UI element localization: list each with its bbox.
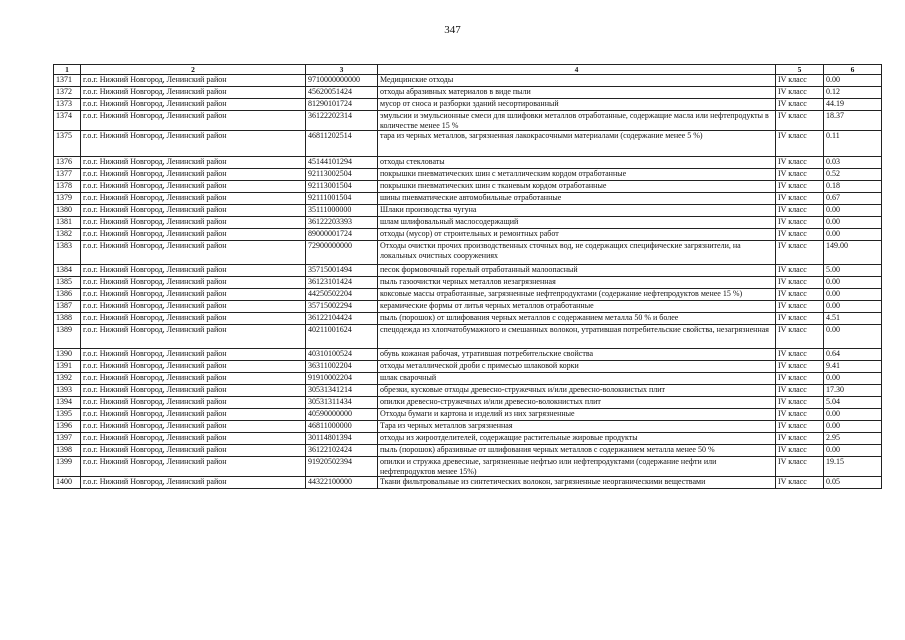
- table-row: [54, 289, 882, 301]
- cell-row-number: 1376: [54, 157, 81, 169]
- table-row: [54, 397, 882, 409]
- cell-hazard-class: IV класс: [776, 433, 824, 445]
- cell-row-number: 1375: [54, 131, 81, 157]
- table-row: [54, 229, 882, 241]
- table-row: [54, 87, 882, 99]
- cell-waste-name: спецодежда из хлопчатобумажного и смешанных волокон, утратившая потребительские свойства, незагрязненная: [378, 325, 776, 349]
- cell-row-number: 1380: [54, 205, 81, 217]
- cell-amount: 17.30: [824, 385, 882, 397]
- cell-waste-name: Медицинские отходы: [378, 75, 776, 87]
- cell-location: г.о.г. Нижний Новгород, Ленинский район: [81, 385, 306, 397]
- cell-row-number: 1372: [54, 87, 81, 99]
- cell-amount: 149.00: [824, 241, 882, 265]
- cell-waste-code: 36311002204: [306, 361, 378, 373]
- cell-waste-code: 30531311434: [306, 397, 378, 409]
- cell-location: г.о.г. Нижний Новгород, Ленинский район: [81, 373, 306, 385]
- cell-row-number: 1391: [54, 361, 81, 373]
- cell-row-number: 1379: [54, 193, 81, 205]
- cell-hazard-class: IV класс: [776, 289, 824, 301]
- cell-waste-name: песок формовочный горелый отработанный малоопасный: [378, 265, 776, 277]
- table-row: [54, 361, 882, 373]
- cell-amount: 0.11: [824, 131, 882, 157]
- cell-hazard-class: IV класс: [776, 131, 824, 157]
- cell-waste-name: отходы из жироотделителей, содержащие растительные жировые продукты: [378, 433, 776, 445]
- table-row: [54, 457, 882, 477]
- cell-waste-code: 72900000000: [306, 241, 378, 265]
- table-row: [54, 445, 882, 457]
- cell-row-number: 1378: [54, 181, 81, 193]
- cell-hazard-class: IV класс: [776, 397, 824, 409]
- cell-amount: 0.12: [824, 87, 882, 99]
- table-row: [54, 349, 882, 361]
- cell-waste-name: мусор от сноса и разборки зданий несортированный: [378, 99, 776, 111]
- cell-row-number: 1384: [54, 265, 81, 277]
- cell-amount: 4.51: [824, 313, 882, 325]
- cell-location: г.о.г. Нижний Новгород, Ленинский район: [81, 205, 306, 217]
- cell-amount: 0.00: [824, 289, 882, 301]
- cell-waste-code: 81290101724: [306, 99, 378, 111]
- cell-waste-code: 91910002204: [306, 373, 378, 385]
- table-row: [54, 241, 882, 265]
- cell-row-number: 1398: [54, 445, 81, 457]
- cell-location: г.о.г. Нижний Новгород, Ленинский район: [81, 229, 306, 241]
- cell-waste-code: 45620051424: [306, 87, 378, 99]
- table-row: [54, 193, 882, 205]
- cell-row-number: 1371: [54, 75, 81, 87]
- cell-row-number: 1393: [54, 385, 81, 397]
- col-header-location: 2: [81, 65, 306, 75]
- cell-waste-name: эмульсии и эмульсионные смеси для шлифовки металлов отработанные, содержащие масла или нефтепродукты в количестве менее 15 %: [378, 111, 776, 131]
- cell-amount: 0.00: [824, 217, 882, 229]
- cell-hazard-class: IV класс: [776, 169, 824, 181]
- table-row: [54, 421, 882, 433]
- cell-amount: 2.95: [824, 433, 882, 445]
- cell-hazard-class: IV класс: [776, 445, 824, 457]
- cell-waste-name: покрышки пневматических шин с тканевым кордом отработанные: [378, 181, 776, 193]
- table-row: [54, 75, 882, 87]
- cell-row-number: 1392: [54, 373, 81, 385]
- cell-waste-name: пыль газоочистки черных металлов незагрязненная: [378, 277, 776, 289]
- cell-hazard-class: IV класс: [776, 205, 824, 217]
- table-row: [54, 409, 882, 421]
- table-row: [54, 325, 882, 349]
- cell-waste-code: 92111001504: [306, 193, 378, 205]
- cell-waste-name: обувь кожаная рабочая, утратившая потребительские свойства: [378, 349, 776, 361]
- cell-hazard-class: IV класс: [776, 349, 824, 361]
- cell-waste-code: 36122202314: [306, 111, 378, 131]
- table-row: [54, 111, 882, 131]
- cell-location: г.о.г. Нижний Новгород, Ленинский район: [81, 99, 306, 111]
- cell-amount: 44.19: [824, 99, 882, 111]
- cell-waste-name: пыль (порошок) абразивные от шлифования черных металлов с содержанием металла менее 50 %: [378, 445, 776, 457]
- cell-amount: 0.05: [824, 477, 882, 489]
- cell-location: г.о.г. Нижний Новгород, Ленинский район: [81, 193, 306, 205]
- table-row: [54, 313, 882, 325]
- table-row: [54, 157, 882, 169]
- table-row: [54, 205, 882, 217]
- cell-waste-name: Шлаки производства чугуна: [378, 205, 776, 217]
- cell-row-number: 1397: [54, 433, 81, 445]
- col-header-waste-name: 4: [378, 65, 776, 75]
- cell-waste-code: 40211001624: [306, 325, 378, 349]
- cell-waste-code: 9710000000000: [306, 75, 378, 87]
- cell-location: г.о.г. Нижний Новгород, Ленинский район: [81, 241, 306, 265]
- cell-waste-name: отходы (мусор) от строительных и ремонтных работ: [378, 229, 776, 241]
- table-row: [54, 169, 882, 181]
- cell-row-number: 1396: [54, 421, 81, 433]
- cell-hazard-class: IV класс: [776, 157, 824, 169]
- cell-waste-code: 35111000000: [306, 205, 378, 217]
- cell-waste-name: отходы металлической дроби с примесью шлаковой корки: [378, 361, 776, 373]
- table-row: [54, 385, 882, 397]
- cell-hazard-class: IV класс: [776, 75, 824, 87]
- cell-hazard-class: IV класс: [776, 87, 824, 99]
- cell-waste-code: 36122102424: [306, 445, 378, 457]
- cell-hazard-class: IV класс: [776, 111, 824, 131]
- cell-hazard-class: IV класс: [776, 421, 824, 433]
- cell-amount: 0.00: [824, 75, 882, 87]
- cell-location: г.о.г. Нижний Новгород, Ленинский район: [81, 421, 306, 433]
- cell-waste-code: 44322100000: [306, 477, 378, 489]
- cell-waste-code: 40590000000: [306, 409, 378, 421]
- cell-amount: 0.00: [824, 409, 882, 421]
- cell-hazard-class: IV класс: [776, 313, 824, 325]
- col-header-hazard-class: 5: [776, 65, 824, 75]
- cell-location: г.о.г. Нижний Новгород, Ленинский район: [81, 75, 306, 87]
- cell-amount: 0.00: [824, 373, 882, 385]
- cell-location: г.о.г. Нижний Новгород, Ленинский район: [81, 325, 306, 349]
- table-row: [54, 181, 882, 193]
- cell-hazard-class: IV класс: [776, 277, 824, 289]
- cell-waste-code: 36122104424: [306, 313, 378, 325]
- cell-waste-code: 30531341214: [306, 385, 378, 397]
- cell-amount: 0.00: [824, 325, 882, 349]
- cell-location: г.о.г. Нижний Новгород, Ленинский район: [81, 265, 306, 277]
- cell-waste-code: 89000001724: [306, 229, 378, 241]
- table-row: [54, 265, 882, 277]
- cell-waste-code: 35715002294: [306, 301, 378, 313]
- table-row: [54, 433, 882, 445]
- cell-row-number: 1374: [54, 111, 81, 131]
- table-row: [54, 217, 882, 229]
- cell-row-number: 1390: [54, 349, 81, 361]
- cell-waste-name: обрезки, кусковые отходы древесно-стружечных и/или древесно-волокнистых плит: [378, 385, 776, 397]
- cell-amount: 0.00: [824, 301, 882, 313]
- cell-row-number: 1381: [54, 217, 81, 229]
- cell-location: г.о.г. Нижний Новгород, Ленинский район: [81, 349, 306, 361]
- cell-row-number: 1394: [54, 397, 81, 409]
- cell-hazard-class: IV класс: [776, 373, 824, 385]
- cell-row-number: 1389: [54, 325, 81, 349]
- table-row: [54, 477, 882, 489]
- cell-location: г.о.г. Нижний Новгород, Ленинский район: [81, 457, 306, 477]
- cell-waste-code: 40310100524: [306, 349, 378, 361]
- cell-waste-code: 30114801394: [306, 433, 378, 445]
- cell-waste-name: тара из черных металлов, загрязненная лакокрасочными материалами (содержание менее 5 %): [378, 131, 776, 157]
- table-row: [54, 373, 882, 385]
- cell-amount: 0.18: [824, 181, 882, 193]
- cell-location: г.о.г. Нижний Новгород, Ленинский район: [81, 157, 306, 169]
- cell-row-number: 1395: [54, 409, 81, 421]
- table-row: [54, 131, 882, 157]
- waste-register-table: [53, 64, 882, 489]
- cell-location: г.о.г. Нижний Новгород, Ленинский район: [81, 433, 306, 445]
- cell-waste-code: 36122203393: [306, 217, 378, 229]
- cell-location: г.о.г. Нижний Новгород, Ленинский район: [81, 181, 306, 193]
- cell-waste-name: Отходы очистки прочих производственных сточных вод, не содержащих специфические загрязнители, на локальных очистных сооружениях: [378, 241, 776, 265]
- cell-waste-code: 91920502394: [306, 457, 378, 477]
- cell-amount: 0.64: [824, 349, 882, 361]
- cell-location: г.о.г. Нижний Новгород, Ленинский район: [81, 477, 306, 489]
- cell-waste-code: 46811000000: [306, 421, 378, 433]
- cell-row-number: 1387: [54, 301, 81, 313]
- cell-amount: 0.00: [824, 421, 882, 433]
- cell-location: г.о.г. Нижний Новгород, Ленинский район: [81, 445, 306, 457]
- cell-location: г.о.г. Нижний Новгород, Ленинский район: [81, 111, 306, 131]
- cell-hazard-class: IV класс: [776, 229, 824, 241]
- cell-waste-name: Отходы бумаги и картона и изделий из них загрязненные: [378, 409, 776, 421]
- cell-amount: 0.03: [824, 157, 882, 169]
- cell-row-number: 1373: [54, 99, 81, 111]
- cell-hazard-class: IV класс: [776, 217, 824, 229]
- cell-location: г.о.г. Нижний Новгород, Ленинский район: [81, 289, 306, 301]
- table-header-row: [54, 65, 882, 75]
- cell-amount: 5.04: [824, 397, 882, 409]
- cell-location: г.о.г. Нижний Новгород, Ленинский район: [81, 169, 306, 181]
- cell-location: г.о.г. Нижний Новгород, Ленинский район: [81, 217, 306, 229]
- cell-row-number: 1399: [54, 457, 81, 477]
- cell-amount: 9.41: [824, 361, 882, 373]
- cell-hazard-class: IV класс: [776, 265, 824, 277]
- cell-waste-name: Ткани фильтровальные из синтетических волокон, загрязненные неорганическими веществами: [378, 477, 776, 489]
- cell-hazard-class: IV класс: [776, 457, 824, 477]
- cell-waste-name: покрышки пневматических шин с металлическим кордом отработанные: [378, 169, 776, 181]
- cell-location: г.о.г. Нижний Новгород, Ленинский район: [81, 361, 306, 373]
- cell-hazard-class: IV класс: [776, 193, 824, 205]
- col-header-number: 1: [54, 65, 81, 75]
- cell-waste-code: 92113002504: [306, 169, 378, 181]
- cell-row-number: 1377: [54, 169, 81, 181]
- cell-waste-name: шины пневматические автомобильные отработанные: [378, 193, 776, 205]
- cell-hazard-class: IV класс: [776, 477, 824, 489]
- cell-row-number: 1388: [54, 313, 81, 325]
- cell-location: г.о.г. Нижний Новгород, Ленинский район: [81, 397, 306, 409]
- cell-amount: 0.67: [824, 193, 882, 205]
- cell-hazard-class: IV класс: [776, 181, 824, 193]
- cell-amount: 0.52: [824, 169, 882, 181]
- cell-hazard-class: IV класс: [776, 409, 824, 421]
- cell-amount: 0.00: [824, 445, 882, 457]
- cell-location: г.о.г. Нижний Новгород, Ленинский район: [81, 301, 306, 313]
- cell-location: г.о.г. Нижний Новгород, Ленинский район: [81, 131, 306, 157]
- cell-hazard-class: IV класс: [776, 361, 824, 373]
- cell-location: г.о.г. Нижний Новгород, Ленинский район: [81, 409, 306, 421]
- cell-amount: 19.15: [824, 457, 882, 477]
- page-number: 347: [444, 24, 461, 36]
- cell-waste-code: 46811202514: [306, 131, 378, 157]
- col-header-code: 3: [306, 65, 378, 75]
- cell-waste-name: коксовые массы отработанные, загрязненные нефтепродуктами (содержание нефтепродуктов менее 15 %): [378, 289, 776, 301]
- cell-waste-name: отходы стекловаты: [378, 157, 776, 169]
- table-row: [54, 301, 882, 313]
- cell-row-number: 1386: [54, 289, 81, 301]
- cell-waste-name: шлам шлифовальный маслосодержащий: [378, 217, 776, 229]
- cell-amount: 0.00: [824, 277, 882, 289]
- cell-amount: 0.00: [824, 205, 882, 217]
- table-row: [54, 99, 882, 111]
- cell-waste-code: 92113001504: [306, 181, 378, 193]
- cell-hazard-class: IV класс: [776, 385, 824, 397]
- cell-waste-name: опилки и стружка древесные, загрязненные нефтью или нефтепродуктами (содержание нефти или нефтепродуктов менее 15%): [378, 457, 776, 477]
- cell-row-number: 1383: [54, 241, 81, 265]
- cell-waste-name: керамические формы от литья черных металлов отработанные: [378, 301, 776, 313]
- cell-waste-name: опилки древесно-стружечных и/или древесно-волокнистых плит: [378, 397, 776, 409]
- cell-amount: 0.00: [824, 229, 882, 241]
- cell-location: г.о.г. Нижний Новгород, Ленинский район: [81, 87, 306, 99]
- cell-location: г.о.г. Нижний Новгород, Ленинский район: [81, 277, 306, 289]
- cell-row-number: 1382: [54, 229, 81, 241]
- cell-waste-name: Тара из черных металлов загрязненная: [378, 421, 776, 433]
- cell-waste-code: 36123101424: [306, 277, 378, 289]
- col-header-amount: 6: [824, 65, 882, 75]
- cell-row-number: 1400: [54, 477, 81, 489]
- cell-row-number: 1385: [54, 277, 81, 289]
- cell-location: г.о.г. Нижний Новгород, Ленинский район: [81, 313, 306, 325]
- cell-waste-name: пыль (порошок) от шлифования черных металлов с содержанием металла 50 % и более: [378, 313, 776, 325]
- cell-hazard-class: IV класс: [776, 241, 824, 265]
- cell-amount: 5.00: [824, 265, 882, 277]
- cell-amount: 18.37: [824, 111, 882, 131]
- cell-waste-code: 44250502204: [306, 289, 378, 301]
- cell-waste-name: отходы абразивных материалов в виде пыли: [378, 87, 776, 99]
- cell-waste-code: 45144101294: [306, 157, 378, 169]
- cell-hazard-class: IV класс: [776, 301, 824, 313]
- cell-waste-code: 35715001494: [306, 265, 378, 277]
- table-row: [54, 277, 882, 289]
- cell-hazard-class: IV класс: [776, 325, 824, 349]
- cell-waste-name: шлак сварочный: [378, 373, 776, 385]
- cell-hazard-class: IV класс: [776, 99, 824, 111]
